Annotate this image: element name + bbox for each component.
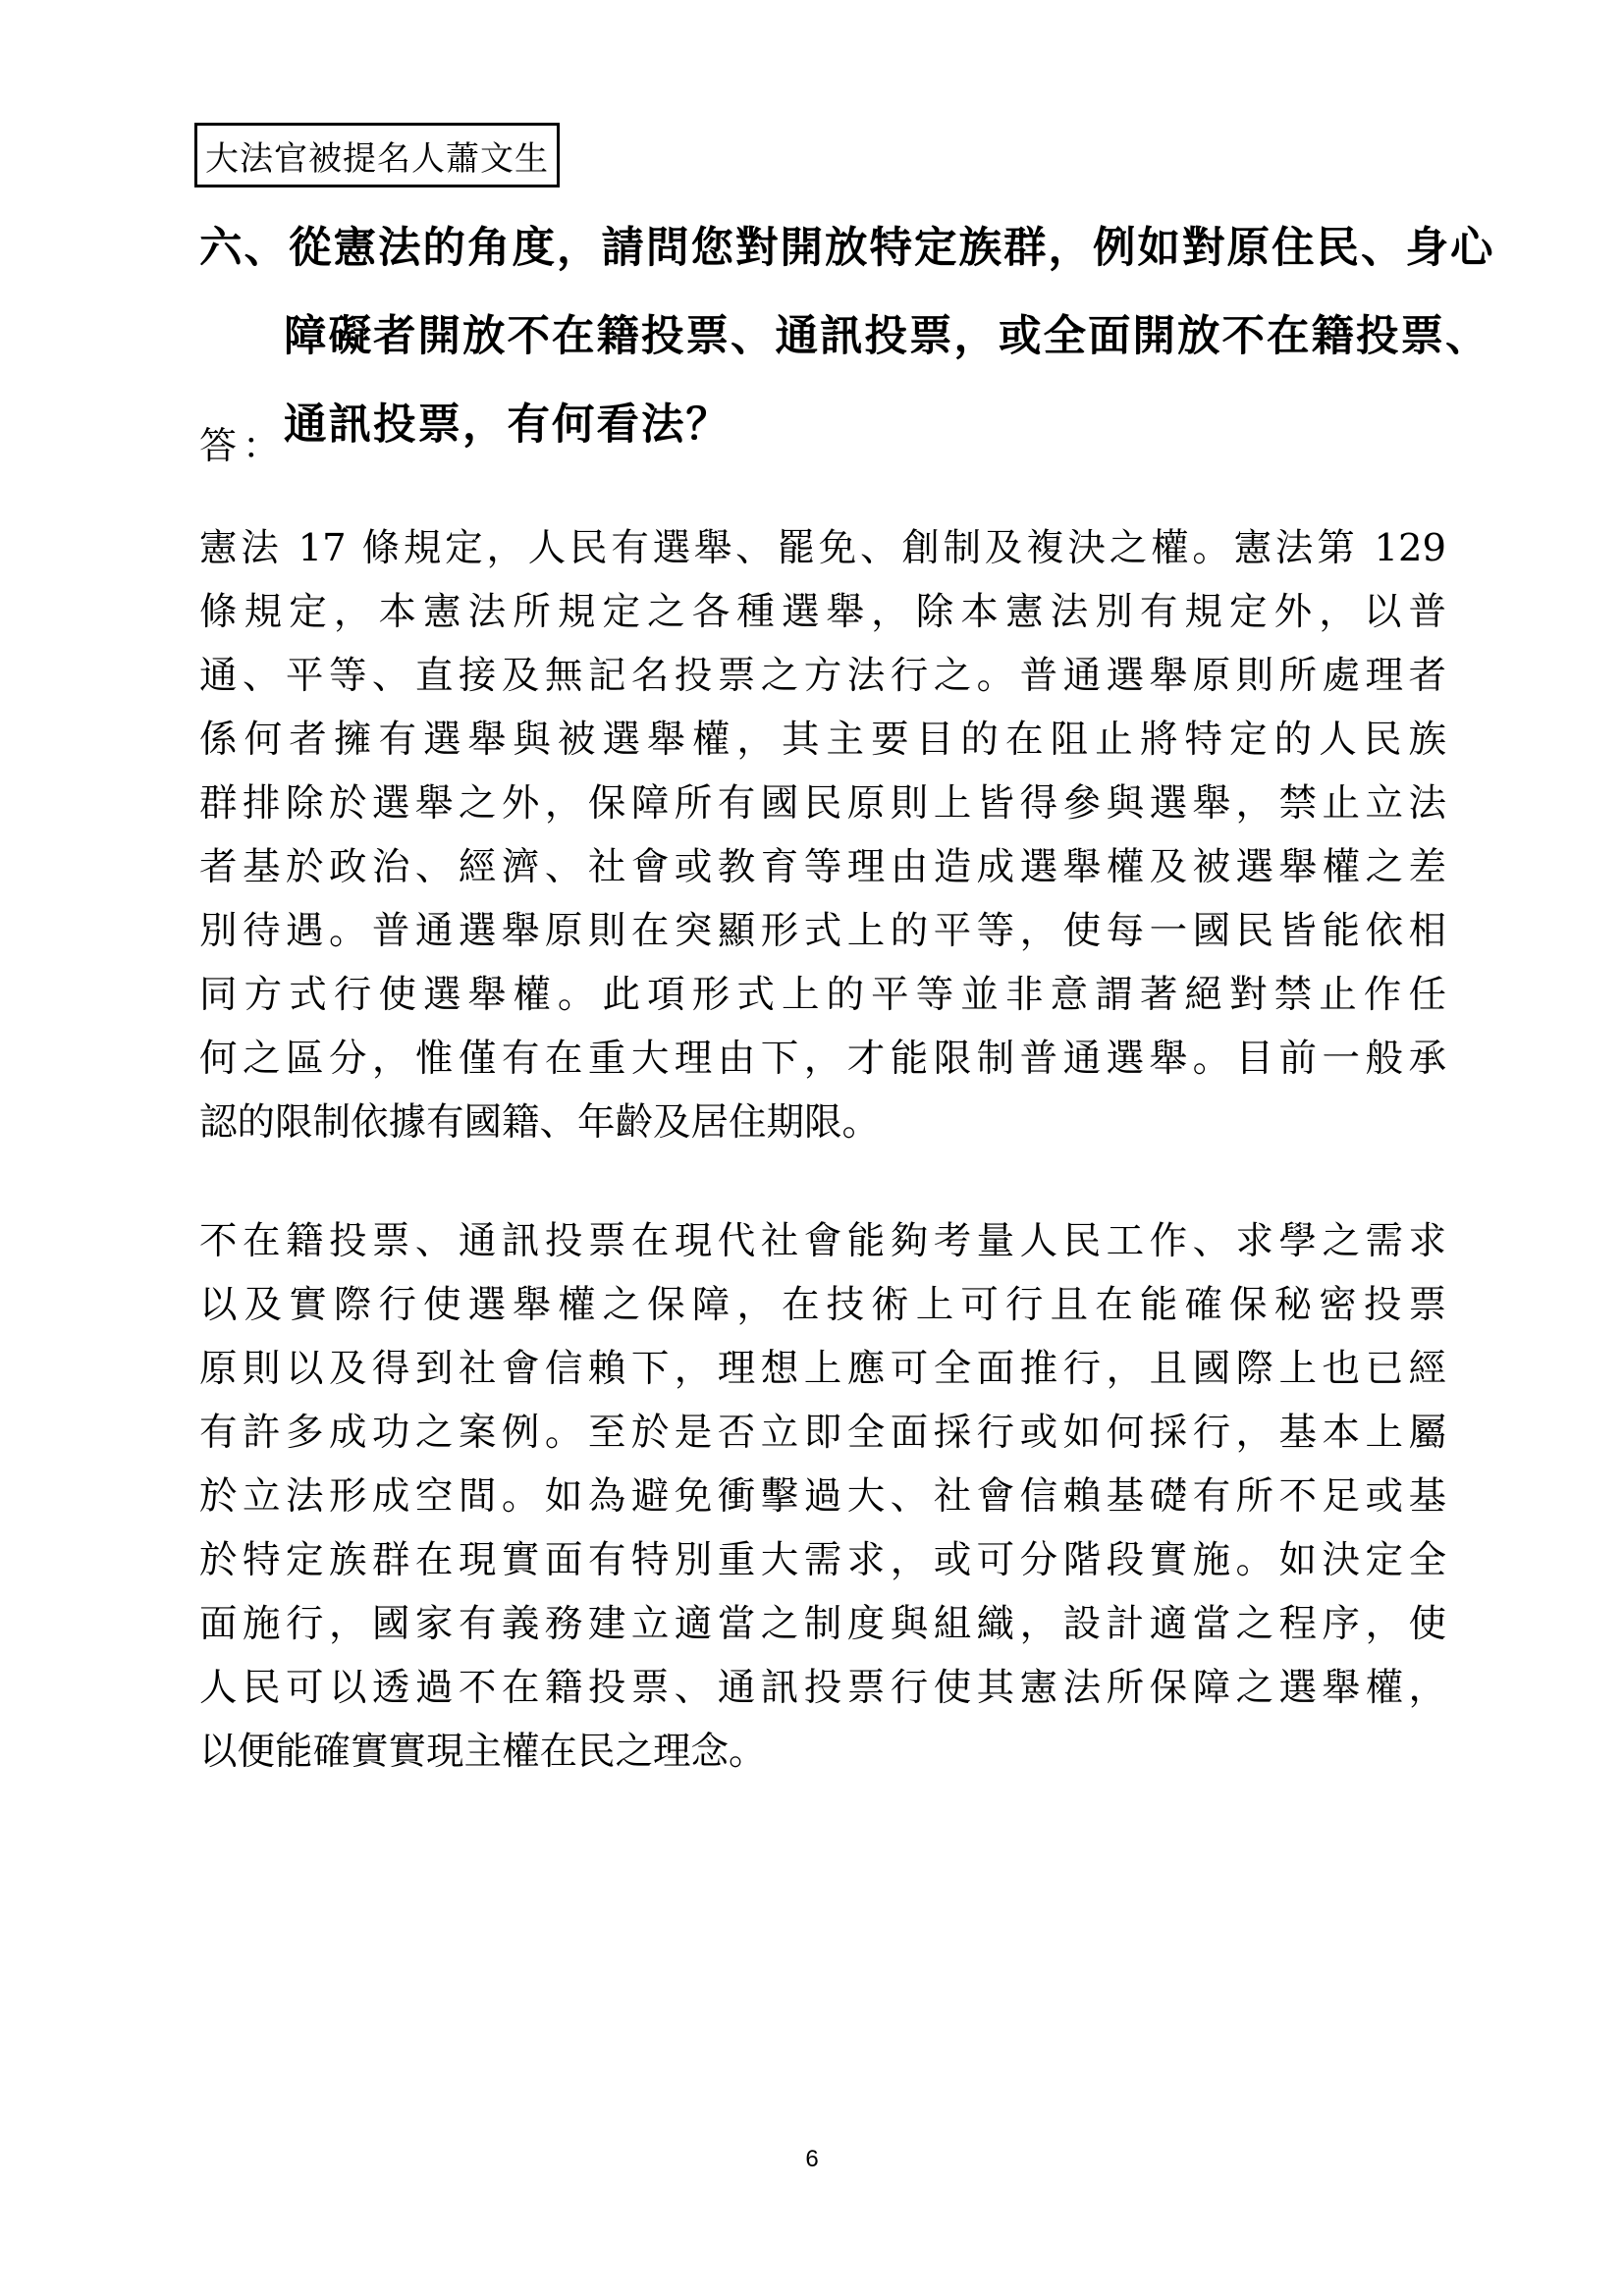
paragraph-line: 別待遇。普通選舉原則在突顯形式上的平等，使每一國民皆能依相 xyxy=(199,909,1446,953)
paragraph-line: 以及實際行使選舉權之保障，在技術上可行且在能確保秘密投票 xyxy=(199,1283,1446,1327)
page-number: 6 xyxy=(805,2146,819,2172)
question-line: 六、從憲法的角度，請問您對開放特定族群，例如對原住民、身心 xyxy=(199,223,1495,273)
paragraph-line: 通、平等、直接及無記名投票之方法行之。普通選舉原則所處理者 xyxy=(199,654,1446,698)
question-line: 障礙者開放不在籍投票、通訊投票，或全面開放不在籍投票、 xyxy=(284,311,1490,361)
paragraph-line: 原則以及得到社會信賴下，理想上應可全面推行，且國際上也已經 xyxy=(199,1347,1446,1391)
nominee-header-label: 大法官被提名人蕭文生 xyxy=(205,138,549,179)
question-line: 通訊投票，有何看法？ xyxy=(284,400,731,450)
paragraph-line: 不在籍投票、通訊投票在現代社會能夠考量人民工作、求學之需求 xyxy=(199,1219,1446,1263)
nominee-header-box xyxy=(194,123,560,187)
paragraph-line: 於立法形成空間。如為避免衝擊過大、社會信賴基礎有所不足或基 xyxy=(199,1474,1446,1519)
paragraph-line: 面施行，國家有義務建立適當之制度與組織，設計適當之程序，使 xyxy=(199,1602,1446,1646)
paragraph-line: 係何者擁有選舉與被選舉權，其主要目的在阻止將特定的人民族 xyxy=(199,718,1446,762)
paragraph-line: 憲法 17 條規定，人民有選舉、罷免、創制及複決之權。憲法第 129 xyxy=(199,526,1446,570)
paragraph-line: 同方式行使選舉權。此項形式上的平等並非意謂著絕對禁止作任 xyxy=(199,973,1446,1017)
answer-paragraph-2 xyxy=(199,1209,1446,1784)
paragraph-line: 者基於政治、經濟、社會或教育等理由造成選舉權及被選舉權之差 xyxy=(199,845,1446,889)
paragraph-line: 於特定族群在現實面有特別重大需求，或可分階段實施。如決定全 xyxy=(199,1538,1446,1582)
paragraph-line: 有許多成功之案例。至於是否立即全面採行或如何採行，基本上屬 xyxy=(199,1411,1446,1455)
paragraph-line: 認的限制依據有國籍、年齡及居住期限。 xyxy=(199,1100,881,1145)
paragraph-line: 群排除於選舉之外，保障所有國民原則上皆得參與選舉，禁止立法 xyxy=(199,781,1446,826)
question-heading xyxy=(199,204,1495,469)
paragraph-line: 何之區分，惟僅有在重大理由下，才能限制普通選舉。目前一般承 xyxy=(199,1037,1446,1081)
answer-paragraph-1 xyxy=(199,516,1446,1154)
paragraph-line: 人民可以透過不在籍投票、通訊投票行使其憲法所保障之選舉權， xyxy=(199,1666,1446,1710)
paragraph-line: 以便能確實實現主權在民之理念。 xyxy=(199,1730,767,1774)
paragraph-line: 條規定，本憲法所規定之各種選舉，除本憲法別有規定外，以普 xyxy=(199,590,1446,634)
answer-label: 答： xyxy=(199,424,287,467)
